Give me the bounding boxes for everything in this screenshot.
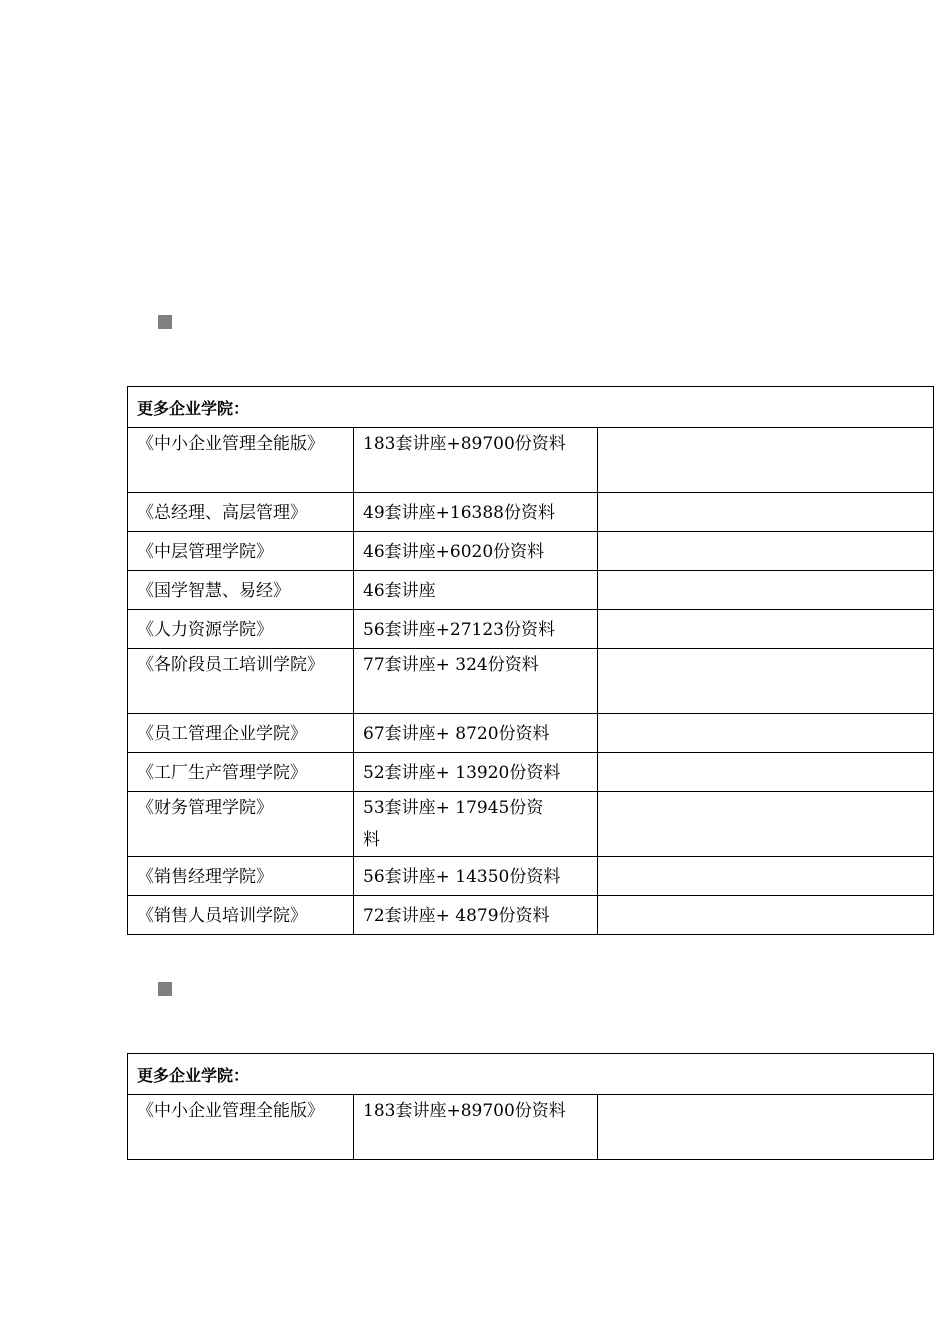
table-row <box>128 571 934 610</box>
course-name: 《工厂生产管理学院》 <box>128 753 354 792</box>
square-bullet-icon <box>158 982 172 996</box>
course-info: 53套讲座+ 17945份资料 <box>354 792 598 857</box>
course-info: 56套讲座+27123份资料 <box>354 610 598 649</box>
table-header: 更多企业学院： <box>128 1054 934 1095</box>
empty-cell <box>598 493 934 532</box>
course-info: 183套讲座+89700份资料 <box>354 1095 598 1160</box>
course-table <box>127 1053 934 1160</box>
empty-cell <box>598 792 934 857</box>
table-row <box>128 532 934 571</box>
course-info: 56套讲座+ 14350份资料 <box>354 857 598 896</box>
table-row <box>128 792 934 857</box>
course-info: 49套讲座+16388份资料 <box>354 493 598 532</box>
course-info: 67套讲座+ 8720份资料 <box>354 714 598 753</box>
table-row <box>128 649 934 714</box>
empty-cell <box>598 571 934 610</box>
course-name: 《财务管理学院》 <box>128 792 354 857</box>
course-name: 《销售人员培训学院》 <box>128 896 354 935</box>
empty-cell <box>598 649 934 714</box>
course-name: 《总经理、高层管理》 <box>128 493 354 532</box>
square-bullet-icon <box>158 315 172 329</box>
table-row <box>128 714 934 753</box>
course-info: 46套讲座+6020份资料 <box>354 532 598 571</box>
course-info: 52套讲座+ 13920份资料 <box>354 753 598 792</box>
table-row <box>128 857 934 896</box>
empty-cell <box>598 896 934 935</box>
course-name: 《各阶段员工培训学院》 <box>128 649 354 714</box>
table-row <box>128 896 934 935</box>
course-name: 《中小企业管理全能版》 <box>128 1095 354 1160</box>
course-name: 《人力资源学院》 <box>128 610 354 649</box>
table-row <box>128 1095 934 1160</box>
course-name: 《中小企业管理全能版》 <box>128 428 354 493</box>
table-row <box>128 493 934 532</box>
course-table <box>127 386 934 935</box>
empty-cell <box>598 857 934 896</box>
course-name: 《员工管理企业学院》 <box>128 714 354 753</box>
course-info: 72套讲座+ 4879份资料 <box>354 896 598 935</box>
course-name: 《销售经理学院》 <box>128 857 354 896</box>
course-name: 《国学智慧、易经》 <box>128 571 354 610</box>
empty-cell <box>598 610 934 649</box>
table-row <box>128 753 934 792</box>
empty-cell <box>598 532 934 571</box>
table-row <box>128 610 934 649</box>
empty-cell <box>598 428 934 493</box>
course-info: 46套讲座 <box>354 571 598 610</box>
empty-cell <box>598 714 934 753</box>
table-row <box>128 428 934 493</box>
course-info: 183套讲座+89700份资料 <box>354 428 598 493</box>
empty-cell <box>598 1095 934 1160</box>
table-header: 更多企业学院： <box>128 387 934 428</box>
course-name: 《中层管理学院》 <box>128 532 354 571</box>
course-info: 77套讲座+ 324份资料 <box>354 649 598 714</box>
empty-cell <box>598 753 934 792</box>
